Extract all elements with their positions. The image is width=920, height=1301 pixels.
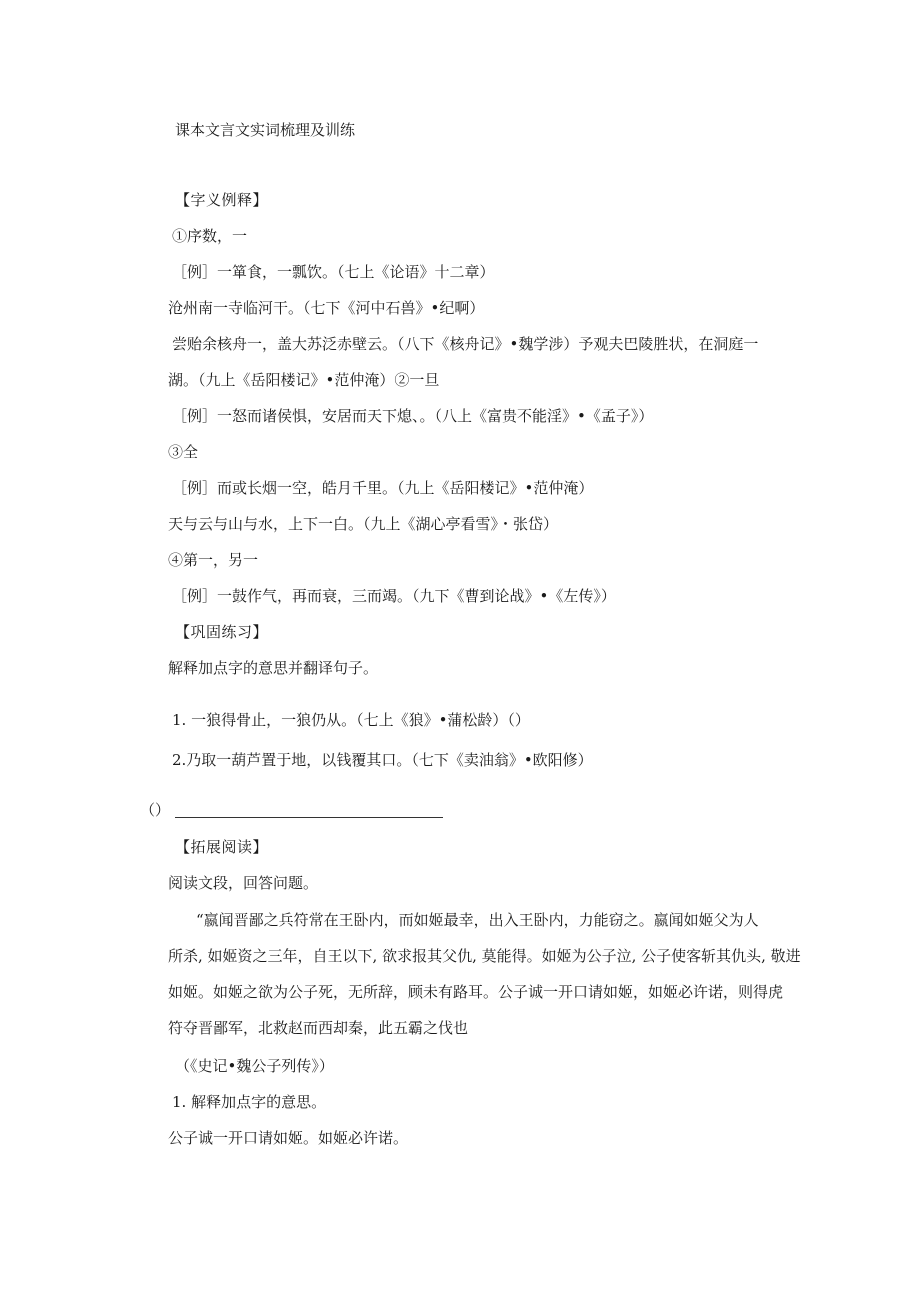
- reading-question-1-text: 公子诚一开口请如姬。如姬必许诺。: [168, 1129, 409, 1147]
- example-1c-line1: 尝贻余核舟一，盖大苏泛赤壁云。（八下《核舟记》•魏学涉）予观夫巴陵胜状，在洞庭一: [172, 335, 759, 353]
- example-2: ［例］一怒而诸侯惧，安居而天下熄、。（八上《富贵不能淫》•《孟子》）: [172, 407, 654, 425]
- document-title: 课本文言文实词梳理及训练: [175, 121, 356, 139]
- passage-line-1: “嬴闻晋鄙之兵符常在王卧内，而如姬最幸，出入王卧内，力能窃之。嬴闻如姬父为人: [196, 911, 759, 929]
- example-3b: 天与云与山与水，上下一白。（九上《湖心亭看雪》・张岱）: [168, 515, 559, 533]
- example-4: ［例］一鼓作气，再而衰，三而竭。（九下《曹到论战》•《左传》）: [172, 587, 616, 605]
- section-heading-extended-reading: 【拓展阅读】: [175, 838, 269, 856]
- answer-blank-paren: （）: [140, 801, 171, 819]
- example-1a: ［例］一箪食，一瓢饮。（七上《论语》十二章）: [172, 263, 495, 281]
- example-1b: 沧州南一寺临河干。（七下《河中石兽》•纪啊）: [168, 299, 485, 317]
- practice-question-2: 2.乃取一葫芦置于地，以钱覆其口。（七下《卖油翁》•欧阳修）: [172, 751, 593, 769]
- section-heading-meaning-examples: 【字义例释】: [175, 191, 269, 209]
- sense-4: ④第一，另一: [168, 551, 259, 569]
- passage-line-4: 符夺晋鄙军，北救赵而西却秦，此五霸之伐也: [168, 1019, 469, 1037]
- passage-line-2: 所杀, 如姬资之三年，自王以下, 欲求报其父仇, 莫能得。如姬为公子泣, 公子使客斩其仇头, 敬进: [168, 947, 801, 965]
- reading-instruction: 阅读文段，回答问题。: [168, 874, 319, 892]
- passage-source: （《史记•魏公子列传》）: [175, 1057, 334, 1075]
- practice-instruction: 解释加点字的意思并翻译句子。: [168, 659, 379, 677]
- section-heading-practice: 【巩固练习】: [175, 623, 269, 641]
- practice-question-1: 1. 一狼得骨止，一狼仍从。（七上《狼》•蒲松龄）（）: [172, 711, 530, 729]
- answer-underline: [175, 817, 443, 818]
- sense-3: ③全: [168, 443, 199, 461]
- example-1c-line2: 湖。（九上《岳阳楼记》•范仲淹）②一旦: [168, 371, 440, 389]
- sense-1: ①序数，一: [172, 227, 248, 245]
- example-3a: ［例］而或长烟一空，皓月千里。（九上《岳阳楼记》•范仲淹）: [172, 479, 594, 497]
- passage-line-3: 如姬。如姬之欲为公子死，无所辞，顾未有路耳。公子诚一开口请如姬，如姬必许诺，则得虎: [168, 983, 784, 1001]
- reading-question-1: 1. 解释加点字的意思。: [172, 1093, 327, 1111]
